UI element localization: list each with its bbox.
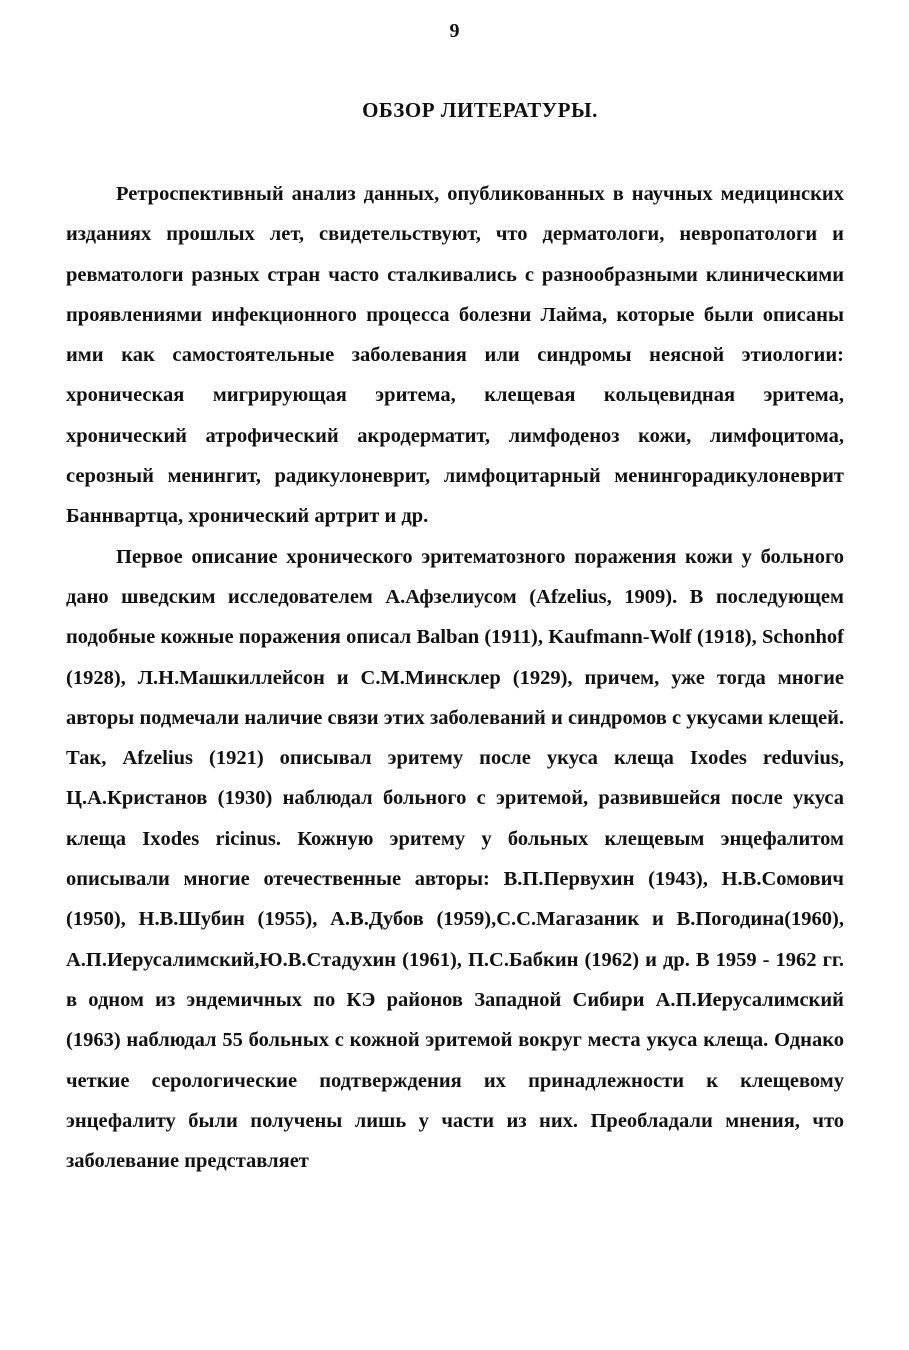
page-number: 9: [449, 20, 460, 42]
paragraph-1: Ретроспективный анализ данных, опубликованных в научных медицинских изданиях прошлых лет, свидетельствуют, что дерматологи, невропатологи и ревматологи разных стран часто сталкивались с разнообразными клиническими проявлениями инфекционного процесса болезни Лайма, которые были описаны ими как самостоятельные заболевания или синдромы неясной этиологии: хроническая мигрирующая эритема, клещевая кольцевидная эритема, хронический атрофический акродерматит, лимфоденоз кожи, лимфоцитома, серозный менингит, радикулоневрит, лимфоцитарный менингорадикулоневрит Баннвартца, хронический артрит и др.: [66, 183, 844, 528]
section-title: ОБЗОР ЛИТЕРАТУРЫ.: [362, 98, 598, 122]
text-body: [66, 174, 844, 1181]
paragraph-2: Первое описание хронического эритематозного поражения кожи у больного дано шведским исследователем А.Афзелиусом (Afzelius, 1909). В последующем подобные кожные поражения описал Balban (1911), Kaufmann-Wolf (1918), Schonhof (1928), Л.Н.Машкиллейсон и С.М.Минсклер (1929), причем, уже тогда многие авторы подмечали наличие связи этих заболеваний и синдромов с укусами клещей. Так, Afzelius (1921) описывал эритему после укуса клеща Ixodes reduvius, Ц.А.Кристанов (1930) наблюдал больного с эритемой, развившейся после укуса клеща Ixodes ricinus. Кожную эритему у больных клещевым энцефалитом описывали многие отечественные авторы: В.П.Первухин (1943), Н.В.Сомович (1950), Н.В.Шубин (1955), А.В.Дубов (1959),С.С.Магазаник и В.Погодина(1960), А.П.Иерусалимский,Ю.В.Стадухин (1961), П.С.Бабкин (1962) и др. В 1959 - 1962 гг. в одном из эндемичных по КЭ районов Западной Сибири А.П.Иерусалимский (1963) наблюдал 55 больных с кожной эритемой вокруг места укуса клеща. Однако четкие серологические подтверждения их принадлежности к клещевому энцефалиту были получены лишь у части из них. Преобладали мнения, что заболевание представляет: [66, 545, 844, 1173]
